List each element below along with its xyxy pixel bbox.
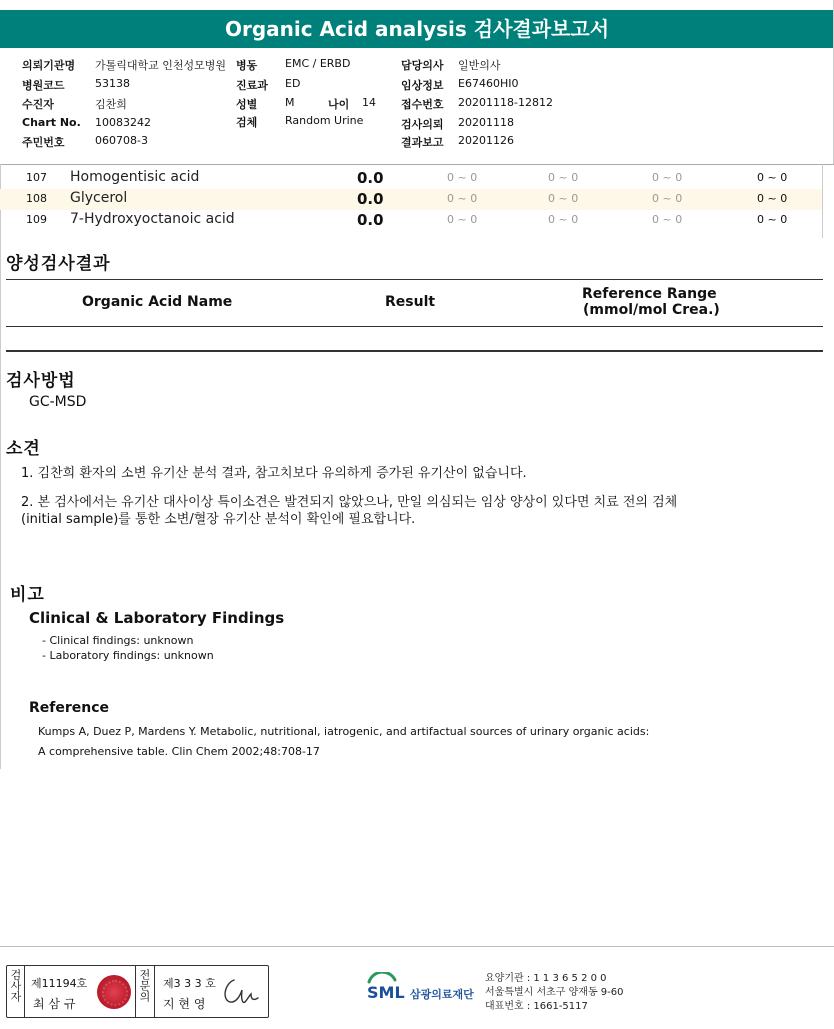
range-4: 0 ~ 0 (757, 192, 788, 205)
age-label: 나이 (328, 98, 350, 111)
col-result: Result (385, 294, 436, 310)
examiner-name: 최 삼 규 (33, 997, 76, 1011)
row-number: 108 (26, 192, 47, 205)
acid-name: 7-Hydroxyoctanoic acid (70, 211, 235, 227)
result-value: 0.0 (357, 169, 384, 187)
signature-icon (220, 974, 262, 1010)
range-3: 0 ~ 0 (652, 213, 683, 226)
examiner-label: 검사자 (9, 969, 22, 1002)
table-row (0, 210, 822, 231)
row-number: 109 (26, 213, 47, 226)
doctor-label: 담당의사 (401, 59, 444, 72)
report-title: Organic Acid analysis 검사결과보고서 (0, 10, 834, 48)
specialist-license: 제3 3 3 호 (163, 977, 216, 990)
range-2: 0 ~ 0 (548, 171, 579, 184)
finding-1: 1. 김찬희 환자의 소변 유기산 분석 결과, 참고치보다 유의하게 증가된 유기산이 없습니다. (21, 466, 527, 481)
range-4: 0 ~ 0 (757, 171, 788, 184)
lab-license: 요양기관 : 1 1 3 6 5 2 0 0 (485, 973, 607, 984)
id-value: 060708-3 (95, 134, 148, 147)
name-label: 수진자 (22, 98, 54, 111)
range-2: 0 ~ 0 (548, 192, 579, 205)
range-2: 0 ~ 0 (548, 213, 579, 226)
left-border (0, 164, 1, 769)
clinical-finding-2: - Laboratory findings: unknown (42, 649, 214, 662)
clinical-label: 임상정보 (401, 79, 444, 92)
range-1: 0 ~ 0 (447, 192, 478, 205)
col-reference-range: Reference Range (582, 286, 717, 302)
specimen-label: 검체 (236, 116, 258, 129)
age-value: 14 (362, 96, 376, 109)
footer-divider (0, 946, 834, 947)
finding-2a: 2. 본 검사에서는 유기산 대사이상 특이소견은 발견되지 않았으나, 만일 의심되는 임상 양상이 있다면 치료 전의 검체 (21, 495, 678, 510)
range-3: 0 ~ 0 (652, 171, 683, 184)
col-reference-unit: (mmol/mol Crea.) (583, 302, 720, 318)
reference-title: Reference (29, 700, 110, 716)
stamp-divider (154, 966, 155, 1017)
specialist-label: 전문의 (138, 969, 151, 1002)
section-divider (6, 350, 823, 352)
finding-2b: (initial sample)를 통한 소변/혈장 유기산 분석이 확인에 필요합니다. (21, 512, 416, 527)
result-value: 0.0 (357, 211, 384, 229)
method-value: GC-MSD (29, 394, 87, 410)
patient-info (0, 52, 834, 164)
method-title: 검사방법 (6, 371, 76, 391)
range-4: 0 ~ 0 (757, 213, 788, 226)
sex-label: 성별 (236, 98, 258, 111)
seal-stamp-icon (97, 975, 131, 1009)
findings-title: 소견 (6, 439, 41, 459)
acid-name: Homogentisic acid (70, 169, 200, 185)
reference-line-2: A comprehensive table. Clin Chem 2002;48:708-17 (38, 745, 320, 758)
positive-results-title: 양성검사결과 (6, 254, 111, 274)
doctor-value: 일반의사 (458, 59, 501, 72)
range-1: 0 ~ 0 (447, 171, 478, 184)
chart-value: 10083242 (95, 116, 151, 129)
hospital-value: 가톨릭대학교 인천성모병원 (95, 59, 227, 72)
stamp-divider (135, 966, 136, 1017)
specimen-value: Random Urine (285, 114, 364, 127)
table-row (0, 189, 822, 210)
lab-phone: 대표번호 : 1661-5117 (485, 1001, 588, 1012)
specialist-name: 지 현 영 (163, 997, 206, 1011)
examiner-license: 제11194호 (31, 977, 88, 990)
ward-label: 병동 (236, 59, 258, 72)
acid-name: Glycerol (70, 190, 128, 206)
hospital-label: 의뢰기관명 (22, 59, 76, 72)
remarks-title: 비고 (10, 585, 45, 605)
org-name: 삼광의료재단 (410, 988, 474, 1001)
col-acid-name: Organic Acid Name (82, 294, 233, 310)
range-1: 0 ~ 0 (447, 213, 478, 226)
row-number: 107 (26, 171, 47, 184)
table-row (0, 168, 822, 189)
code-label: 병원코드 (22, 79, 65, 92)
receipt-value: 20201118-12812 (458, 96, 553, 109)
positive-results-table (6, 279, 823, 327)
signature-box (6, 965, 269, 1018)
report-date-value: 20201126 (458, 134, 514, 147)
results-table (0, 168, 822, 231)
range-3: 0 ~ 0 (652, 192, 683, 205)
clinical-findings-title: Clinical & Laboratory Findings (29, 609, 285, 627)
clinical-value: E67460HI0 (458, 77, 519, 90)
sml-logo (365, 972, 480, 1012)
results-right-border (822, 164, 823, 238)
ward-value: EMC / ERBD (285, 57, 351, 70)
report-date-label: 결과보고 (401, 136, 444, 149)
sex-value: M (285, 96, 295, 109)
dept-label: 진료과 (236, 79, 268, 92)
request-label: 검사의뢰 (401, 118, 444, 131)
sml-logo-icon (365, 972, 480, 1008)
result-value: 0.0 (357, 190, 384, 208)
chart-label: Chart No. (22, 116, 81, 129)
stamp-divider (24, 966, 25, 1017)
receipt-label: 접수번호 (401, 98, 444, 111)
reference-line-1: Kumps A, Duez P, Mardens Y. Metabolic, nutritional, iatrogenic, and artifactual sources of urinary organic acids: (38, 725, 650, 738)
header-divider (0, 164, 834, 165)
id-label: 주민번호 (22, 136, 65, 149)
code-value: 53138 (95, 77, 130, 90)
clinical-finding-1: - Clinical findings: unknown (42, 634, 194, 647)
lab-address: 서울특별시 서초구 양재동 9-60 (485, 987, 624, 998)
name-value: 김찬희 (95, 98, 127, 111)
lab-info (485, 972, 624, 1014)
dept-value: ED (285, 77, 301, 90)
logo-text: SML (367, 983, 405, 1002)
request-value: 20201118 (458, 116, 514, 129)
